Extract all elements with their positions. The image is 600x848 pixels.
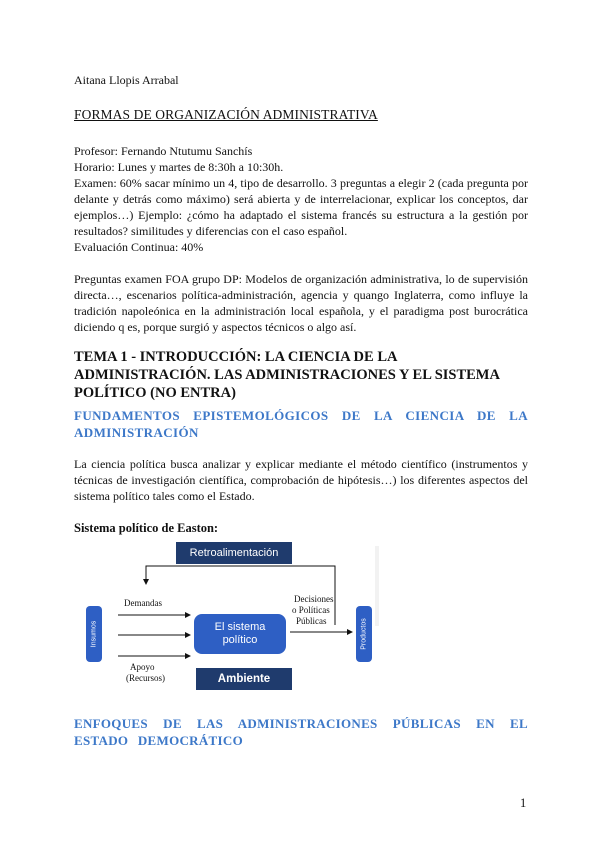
preguntas-paragraph: Preguntas examen FOA grupo DP: Modelos de organización administrativa, lo de supervisión directa…, escenarios política-administración, agencia y quango Inglaterra, como influye la tradición napoleónica en la administración local española, y el paradigma post burocrática diciendo q es, porque surgió y aspectos técnicos o algo así. xyxy=(74,272,528,334)
insumos-box xyxy=(86,606,102,662)
sistema-politico-box xyxy=(194,614,286,654)
section1-heading: FUNDAMENTOS EPISTEMOLÓGICOS DE LA CIENCIA DE LA ADMINISTRACIÓN xyxy=(74,408,528,440)
horario-line: Horario: Lunes y martes de 8:30h a 10:30h. xyxy=(74,160,284,174)
retroalimentacion-box: Retroalimentación xyxy=(176,542,292,564)
tema1-heading: TEMA 1 - INTRODUCCIÓN: LA CIENCIA DE LA ADMINISTRACIÓN. LAS ADMINISTRACIONES Y EL SISTEMA POLÍTICO (NO ENTRA) xyxy=(74,349,500,401)
diagram-title: Sistema político de Easton: xyxy=(74,521,219,535)
productos-box xyxy=(356,606,372,662)
author-name: Aitana Llopis Arrabal xyxy=(74,73,179,87)
evaluacion-line: Evaluación Continua: 40% xyxy=(74,240,204,254)
section1-paragraph: La ciencia política busca analizar y explicar mediante el método científico (instrumentos y técnicas de investigación científica, comprobación de hipótesis…) los diferentes aspectos del sistema político tales como el Estado. xyxy=(74,457,528,503)
examen-paragraph: Examen: 60% sacar mínimo un 4, tipo de desarrollo. 3 preguntas a elegir 2 (cada pregunta por delante y detrás como máximo) será abierta y de interrelacionar, explicar los conceptos, dar ejemplos…) Ejemplo: ¿cómo ha adaptado el sistema francés su estructura a la gestión por resultados? similitudes y diferencias con el caso español. xyxy=(74,176,528,238)
sistema-line1: El sistema xyxy=(214,621,266,633)
page-number: 1 xyxy=(520,796,527,810)
productos-label: Productos xyxy=(360,618,368,650)
document-title: FORMAS DE ORGANIZACIÓN ADMINISTRATIVA xyxy=(74,107,378,122)
recursos-label: (Recursos) xyxy=(126,673,165,683)
easton-diagram xyxy=(70,540,382,690)
profesor-line: Profesor: Fernando Ntutumu Sanchís xyxy=(74,144,253,158)
sistema-line2: político xyxy=(222,634,258,646)
decisiones-line3: Públicas xyxy=(296,616,327,626)
insumos-label: Insumos xyxy=(90,620,98,648)
demandas-label: Demandas xyxy=(124,598,162,608)
apoyo-label: Apoyo xyxy=(130,662,155,672)
section2-heading: ENFOQUES DE LAS ADMINISTRACIONES PÚBLICAS EN EL ESTADO DEMOCRÁTICO xyxy=(74,716,528,748)
decisiones-line2: o Políticas xyxy=(292,605,330,615)
ambiente-box: Ambiente xyxy=(196,668,292,690)
decisiones-line1: Decisiones xyxy=(294,594,334,604)
